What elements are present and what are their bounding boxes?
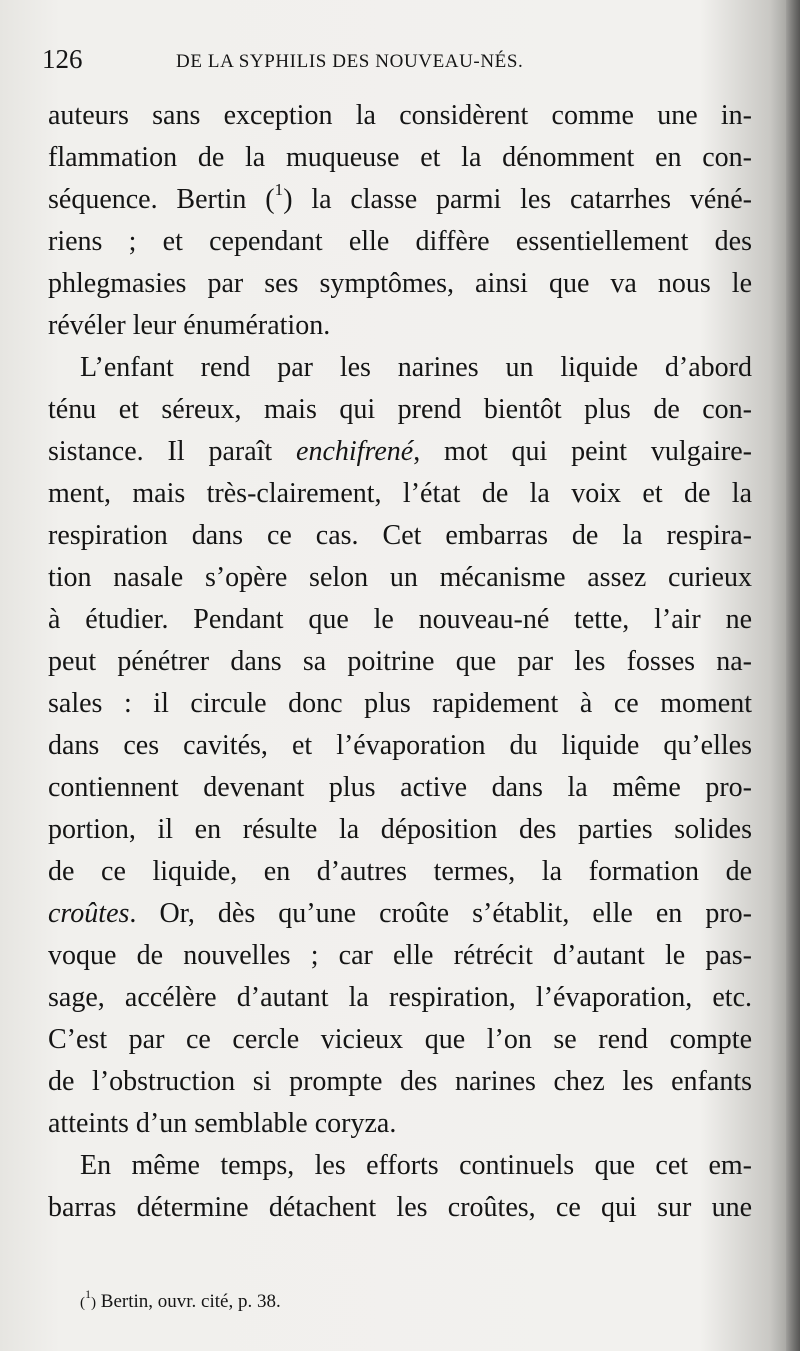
line-text: révéler leur énumération. bbox=[48, 310, 331, 341]
line-text: sage, accélère d’autant la respiration, l’évaporation, etc. bbox=[48, 982, 752, 1013]
footnote-number-open: ( bbox=[80, 1294, 86, 1311]
line-text: riens ; et cependant elle diffère essentiellement des bbox=[48, 226, 752, 257]
footnote-number: 1 bbox=[85, 1287, 91, 1301]
text-line bbox=[48, 811, 752, 853]
line-text: barras détermine détachent les croûtes, ce qui sur une bbox=[48, 1192, 752, 1223]
text-line bbox=[48, 979, 752, 1021]
text-line bbox=[48, 391, 752, 433]
line-text: auteurs sans exception la considèrent comme une in- bbox=[48, 100, 752, 131]
line-text: tion nasale s’opère selon un mécanisme assez curieux bbox=[48, 562, 752, 593]
page-edge-shadow bbox=[786, 0, 800, 1351]
text-line bbox=[48, 181, 752, 223]
line-text: En même temps, les efforts continuels que cet em- bbox=[80, 1150, 752, 1181]
line-text: voque de nouvelles ; car elle rétrécit d’autant le pas- bbox=[48, 940, 752, 971]
text-line bbox=[48, 1105, 752, 1147]
line-text: L’enfant rend par les narines un liquide d’abord bbox=[80, 352, 752, 383]
italic-term: enchifrené bbox=[296, 436, 414, 467]
line-text: peut pénétrer dans sa poitrine que par les fosses na- bbox=[48, 646, 752, 677]
line-text: phlegmasies par ses symptômes, ainsi que va nous le bbox=[48, 268, 752, 299]
text-line bbox=[48, 853, 752, 895]
footnote-reference: 1 bbox=[274, 180, 284, 200]
text-line bbox=[48, 97, 752, 139]
text-line bbox=[48, 727, 752, 769]
line-text: atteints d’un semblable coryza. bbox=[48, 1108, 397, 1139]
line-text: portion, il en résulte la déposition des parties solides bbox=[48, 814, 752, 845]
line-text: respiration dans ce cas. Cet embarras de la respira- bbox=[48, 520, 752, 551]
line-text: ) la classe parmi les catarrhes véné- bbox=[283, 184, 752, 215]
text-line bbox=[48, 517, 752, 559]
line-text: séquence. Bertin ( bbox=[48, 184, 275, 215]
line-text: C’est par ce cercle vicieux que l’on se rend compte bbox=[48, 1024, 752, 1055]
body-text bbox=[48, 97, 752, 1231]
line-text: de ce liquide, en d’autres termes, la formation de bbox=[48, 856, 752, 887]
line-text: sales : il circule donc plus rapidement à ce moment bbox=[48, 688, 752, 719]
footnote-number-close: ) bbox=[90, 1294, 97, 1311]
footnote-text: Bertin, ouvr. cité, p. 38. bbox=[100, 1291, 281, 1312]
running-title: DE LA SYPHILIS DES NOUVEAU-NÉS. bbox=[176, 51, 524, 72]
line-text: ténu et séreux, mais qui prend bientôt plus de con- bbox=[48, 394, 752, 425]
text-line bbox=[48, 643, 752, 685]
page-header bbox=[40, 44, 740, 80]
text-line bbox=[48, 349, 752, 391]
line-text: . Or, dès qu’une croûte s’établit, elle en pro- bbox=[129, 898, 752, 929]
line-text: à étudier. Pendant que le nouveau-né tette, l’air ne bbox=[48, 604, 752, 635]
line-text: dans ces cavités, et l’évaporation du liquide qu’elles bbox=[48, 730, 752, 761]
line-text: , mot qui peint vulgaire- bbox=[413, 436, 752, 467]
line-text: contiennent devenant plus active dans la même pro- bbox=[48, 772, 752, 803]
text-line bbox=[48, 895, 752, 937]
line-text: de l’obstruction si prompte des narines chez les enfants bbox=[48, 1066, 752, 1097]
text-line bbox=[48, 769, 752, 811]
text-line bbox=[48, 1147, 752, 1189]
text-line bbox=[48, 1021, 752, 1063]
text-line bbox=[48, 475, 752, 517]
text-line bbox=[48, 139, 752, 181]
text-line bbox=[48, 307, 752, 349]
text-line bbox=[48, 559, 752, 601]
line-text: sistance. Il paraît bbox=[48, 436, 297, 467]
page-number: 126 bbox=[42, 44, 83, 74]
text-line bbox=[48, 433, 752, 475]
italic-term: croûtes bbox=[48, 898, 130, 929]
text-line bbox=[48, 265, 752, 307]
line-text: ment, mais très-clairement, l’état de la voix et de la bbox=[48, 478, 752, 509]
text-line bbox=[48, 685, 752, 727]
footnote bbox=[80, 1287, 281, 1315]
text-line bbox=[48, 223, 752, 265]
text-line bbox=[48, 1063, 752, 1105]
text-line bbox=[48, 937, 752, 979]
text-line bbox=[48, 1189, 752, 1231]
line-text: flammation de la muqueuse et la dénomment en con- bbox=[48, 142, 752, 173]
text-line bbox=[48, 601, 752, 643]
